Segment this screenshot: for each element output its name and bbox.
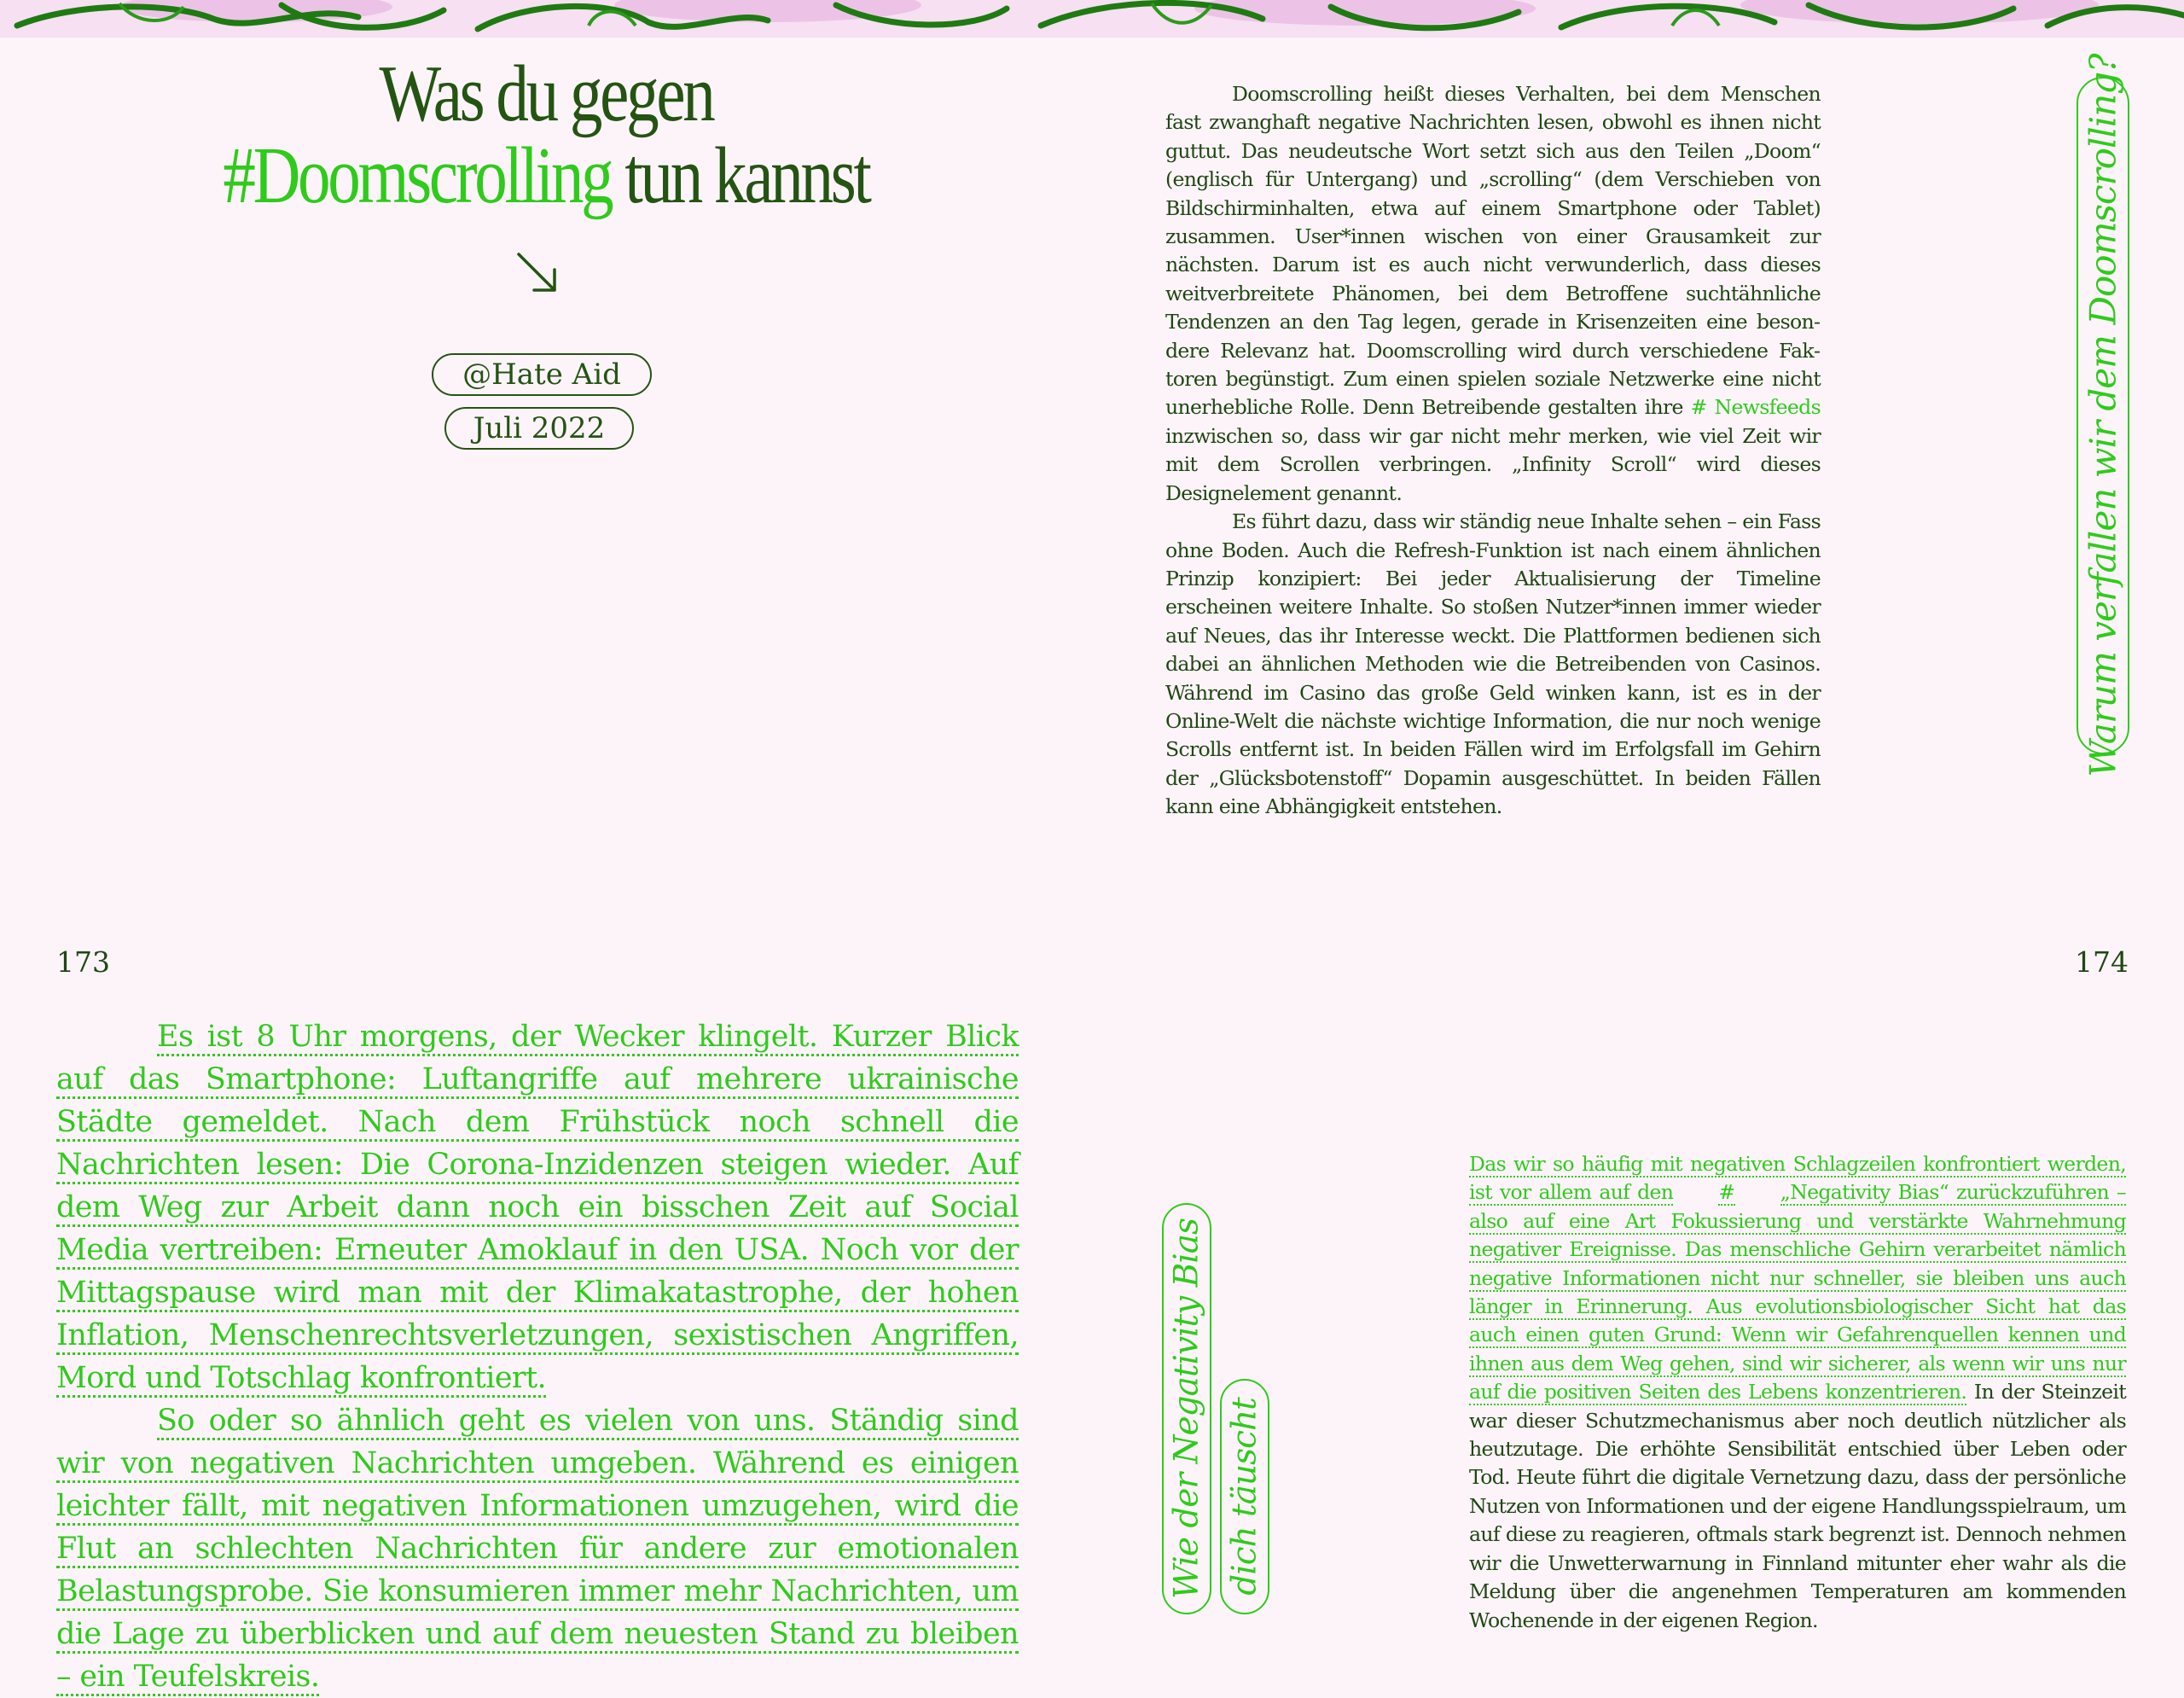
newsfeeds-annotation-link[interactable]: # Newsfeeds — [1690, 395, 1821, 420]
paragraph: Es ist 8 Uhr morgens, der Wecker klingelt. Kurzer Blick auf das Smartphone: Luftangriffe auf mehrere ukrainische Städte gemeldet. Nach dem Frühstück noch schnell die Nachrichten lesen: Die Corona-Inzidenzen steigen wieder. Auf dem Weg zur Arbeit dann noch ein bisschen Zeit auf Social Media vertreiben: Erneuter Amoklauf in den USA. Noch vor der Mittagspause wird man mit der Klimakatastrophe, der hohen Inflation, Menschenrechtsverletzungen, sexistischen Angriffen, Mord und Totschlag konfrontiert. — [56, 1015, 1019, 1399]
section-heading-vertical-line1: Wie der Negativity Bias — [1162, 1203, 1211, 1614]
negativity-bias-annotation-link[interactable]: # — [1718, 1180, 1735, 1205]
title-line1: Was du gegen — [379, 49, 713, 138]
article-title — [203, 49, 889, 220]
arrow-down-right-icon — [514, 249, 565, 300]
paragraph: Es führt dazu, dass wir ständig neue Inhalte sehen – ein Fass ohne Boden. Auch die Refresh-Funktion ist nach einem ähnlichen Prinzip konzipiert: Bei jeder Aktualisierung der Timeline erscheinen weitere Inhalte. So stoßen Nutzer*innen immer wieder auf Neues, das ihr Interesse weckt. Die Plattformen bedienen sich dabei an ähnlichen Methoden wie die Betreibenden von Casinos. Während im Casino das große Geld winken kann, ist es in der Online-Welt die nächste wichtige Information, die nur noch wenige Scrolls entfernt ist. In beiden Fällen wird im Erfolgsfall im Gehirn der „Glücksbotenstoff“ Dopamin ausgeschüttet. In beiden Fällen kann eine Abhängigkeit entstehen. — [1165, 509, 1821, 819]
paragraph: So oder so ähnlich geht es vielen von uns. Ständig sind wir von negativen Nachrichten umgeben. Während es einigen leichter fällt, mit negativen Informationen umzugehen, wird die Flut an schlechten Nachrichten für andere zur emotionalen Belastungsprobe. Sie konsumieren immer mehr Nachrichten, um die Lage zu überblicken und auf dem neuesten Stand zu bleiben – ein Teufelskreis. — [56, 1399, 1019, 1698]
section-heading-vertical: Warum verfallen wir dem Doomscrolling? — [2077, 77, 2129, 754]
article-column-lead — [56, 1015, 1019, 1698]
date-tag: Juli 2022 — [444, 407, 634, 450]
paragraph: Das wir so häufig mit negativen Schlagzeilen konfrontiert werden, ist vor allem auf den # „Negativity Bias“ zurückzuführen – also auf eine Art Fokussierung und verstärkte Wahrnehmung negativer Ereignisse. Das menschliche Gehirn verarbeitet nämlich negative Informationen nicht nur schneller, sie bleiben uns auch länger in Erinnerung. Aus evolutionsbiologischer Sicht hat das auch einen guten Grund: Wenn wir Gefahrenquellen kennen und ihnen aus dem Weg gehen, sind wir sicherer, als wenn wir uns nur auf die positiven Seiten des Lebens konzentrieren. In der Steinzeit war dieser Schutzmechanismus aber noch deutlich nützlicher als heutzutage. Die erhöhte Sensibilität entschied über Leben oder Tod. Heute führt die digitale Vernetzung dazu, dass der persönliche Nutzen von Informationen und der eigene Handlungsspielraum, um auf diese zu reagieren, oftmals stark begrenzt ist. Dennoch nehmen wir die Unwetterwarnung in Finnland mitunter eher wahr als die Meldung über die angenehmen Temperaturen am kommenden Wochenende in der eigenen Region. — [1469, 1152, 2126, 1632]
page-number-left: 173 — [56, 945, 110, 979]
section-heading-vertical-line2: dich täuscht — [1220, 1379, 1269, 1614]
decorative-script-banner — [0, 0, 2184, 38]
article-column-intro — [1165, 80, 1821, 822]
title-line2: tun kannst — [624, 131, 869, 220]
paragraph: Doomscrolling heißt dieses Verhalten, bei dem Menschen fast zwanghaft negative Nachrichten lesen, obwohl es ihnen nicht guttut. Das neudeutsche Wort setzt sich aus den Teilen „Doom“ (englisch für Untergang) und „scrolling“ (dem Verschieben von Bildschirminhalten, etwa auf einem Smartphone oder Tablet) zusammen. User*innen wischen von einer Grausamkeit zur nächsten. Darum ist es auch nicht verwunderlich, dass dieses weitverbreitete Phänomen, bei dem Betroffene suchtähnliche Tendenzen an den Tag legen, gerade in Krisenzeiten eine besondere Relevanz hat. Doomscrolling wird durch verschiedene Faktoren begünstigt. Zum einen spielen soziale Netzwerke eine nicht unerhebliche Rolle. Denn Betreibende gestalten ihre # Newsfeeds inzwischen so, dass wir gar nicht mehr merken, wie viel Zeit wir mit dem Scrollen verbringen. „Infinity Scroll“ wird dieses Designelement genannt. — [1165, 82, 1821, 505]
article-column-negativity-bias — [1469, 1150, 2126, 1635]
author-tag: @Hate Aid — [432, 353, 652, 396]
title-hashtag-link[interactable]: #Doomscrolling — [223, 131, 612, 220]
page-number-right: 174 — [2075, 945, 2129, 979]
